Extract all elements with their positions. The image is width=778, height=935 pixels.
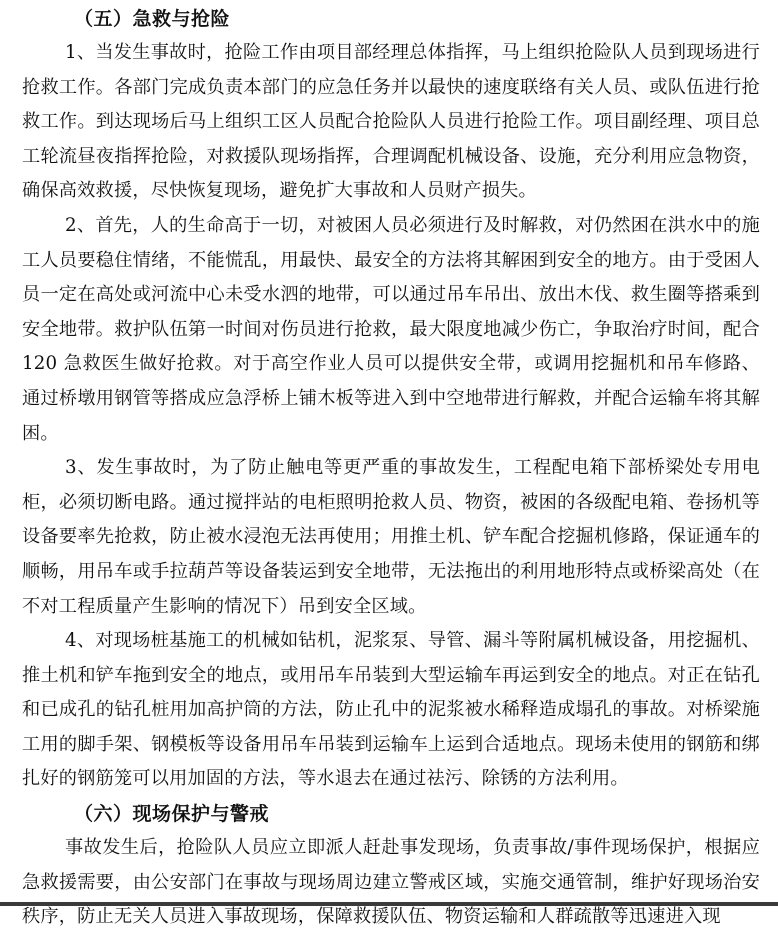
bottom-edge-bar <box>0 902 778 906</box>
paragraph-5: 事故发生后，抢险队人员应立即派人赶赴事发现场，负责事故/事件现场保护，根据应急救援需要，由公安部门在事故与现场周边建立警戒区域，实施交通管制，维护好现场治安秩序，防止无关人员进入事故现场，保障救援队伍、物资运输和人群疏散等迅速进入现 <box>22 837 760 928</box>
paragraph-1: 1、当发生事故时，抢险工作由项目部经理总体指挥，马上组织抢险队人员到现场进行抢救工作。各部门完成负责本部门的应急任务并以最快的速度联络有关人员、或队伍进行抢救工作。到达现场后马上组织工区人员配合抢险队人员进行抢险工作。项目副经理、项目总工轮流昼夜指挥抢险，对救援队现场指挥，合理调配机械设备、设施，充分利用应急物资，确保高效救援，尽快恢复现场，避免扩大事故和人员财产损失。 <box>22 42 760 202</box>
section-heading-site-protection: （六）现场保护与警戒 <box>74 803 270 826</box>
section-heading-first-aid: （五）急救与抢险 <box>74 8 231 30</box>
paragraph-3: 3、发生事故时，为了防止触电等更严重的事故发生，工程配电箱下部桥梁处专用电柜，必须切断电路。通过搅拌站的电柜照明抢救人员、物资，被困的各级配电箱、卷扬机等设备要率先抢救，防止被水浸泡无法再使用；用推土机、铲车配合挖掘机修路，保证通车的顺畅，用吊车或手拉葫芦等设备装运到安全地带，无法拖出的利用地形特点或桥梁高处（在不对工程质量产生影响的情况下）吊到安全区域。 <box>22 457 760 617</box>
paragraph-2: 2、首先，人的生命高于一切，对被困人员必须进行及时解救，对仍然困在洪水中的施工人员要稳住情绪，不能慌乱，用最快、最安全的方法将其解困到安全的地方。由于受困人员一定在高处或河流中心未受水泗的地带，可以通过吊车吊出、放出木伐、救生圈等搭乘到安全地带。救护队伍第一时间对伤员进行抢救，最大限度地减少伤亡，争取治疗时间，配合 120 急救医生做好抢救。对于高空作业人员可以提供安全带，或调用挖掘机和吊车修路、通过桥墩用钢管等搭成应急浮桥上铺木板等进入到中空地带进行解救，并配合运输车将其解困。 <box>22 214 760 444</box>
paragraph-4: 4、对现场桩基施工的机械如钻机，泥浆泵、导管、漏斗等附属机械设备，用挖掘机、推土机和铲车拖到安全的地点，或用吊车吊装到大型运输车再运到安全的地点。对正在钻孔和已成孔的钻孔桩用加高护筒的方法，防止孔中的泥浆被水稀释造成塌孔的事故。对桥梁施工用的脚手架、钢模板等设备用吊车吊装到运输车上运到合适地点。现场未使用的钢筋和绑扎好的钢筋笼可以用加固的方法，等水退去在通过祛污、除锈的方法利用。 <box>22 630 760 790</box>
